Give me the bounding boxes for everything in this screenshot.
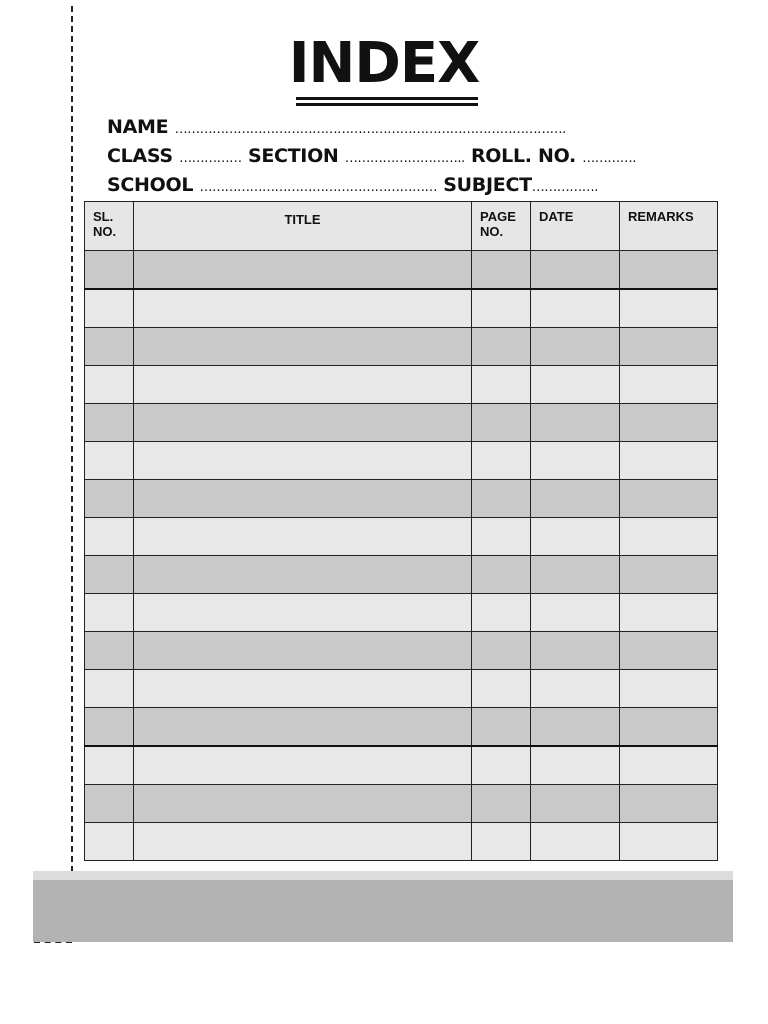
class-label: CLASS — [107, 145, 173, 167]
date-cell[interactable] — [531, 442, 620, 480]
title-cell[interactable] — [134, 556, 472, 594]
page-no-cell[interactable] — [472, 289, 531, 328]
school-label: SCHOOL — [107, 174, 194, 196]
header-title: TITLE — [134, 202, 472, 251]
remarks-cell[interactable] — [620, 518, 718, 556]
title-cell[interactable] — [134, 594, 472, 632]
section-field[interactable]: ……………………….. — [344, 151, 465, 166]
remarks-cell[interactable] — [620, 556, 718, 594]
page-no-cell[interactable] — [472, 594, 531, 632]
sl-no-cell[interactable] — [85, 289, 134, 328]
date-cell[interactable] — [531, 328, 620, 366]
date-cell[interactable] — [531, 785, 620, 823]
title-cell[interactable] — [134, 480, 472, 518]
remarks-cell[interactable] — [620, 251, 718, 290]
remarks-cell[interactable] — [620, 328, 718, 366]
title-underline-second — [296, 103, 478, 106]
sl-no-cell[interactable] — [85, 785, 134, 823]
title-cell[interactable] — [134, 289, 472, 328]
class-line — [107, 145, 636, 167]
subject-field[interactable]: ……………. — [531, 180, 598, 195]
header-sl-no — [85, 202, 134, 251]
date-cell[interactable] — [531, 480, 620, 518]
sl-no-cell[interactable] — [85, 708, 134, 747]
page-no-cell[interactable] — [472, 366, 531, 404]
page-no-cell[interactable] — [472, 632, 531, 670]
date-cell[interactable] — [531, 670, 620, 708]
remarks-cell[interactable] — [620, 632, 718, 670]
header-sl-no-line2: NO. — [93, 224, 117, 239]
table-header-row — [85, 202, 718, 251]
title-underline — [296, 97, 478, 100]
sl-no-cell[interactable] — [85, 670, 134, 708]
title-cell[interactable] — [134, 518, 472, 556]
name-field[interactable]: …………………………………………………………………………………. — [174, 122, 566, 137]
date-cell[interactable] — [531, 289, 620, 328]
sl-no-cell[interactable] — [85, 823, 134, 861]
remarks-cell[interactable] — [620, 823, 718, 861]
header-page-no — [472, 202, 531, 251]
title-cell[interactable] — [134, 366, 472, 404]
title-cell[interactable] — [134, 251, 472, 290]
table-row — [85, 442, 718, 480]
page-no-cell[interactable] — [472, 480, 531, 518]
sl-no-cell[interactable] — [85, 328, 134, 366]
index-table — [84, 201, 718, 861]
table-row — [85, 785, 718, 823]
name-line — [107, 116, 566, 138]
remarks-cell[interactable] — [620, 480, 718, 518]
subject-label: SUBJECT — [443, 174, 532, 196]
table-row — [85, 594, 718, 632]
bottom-band-highlight — [33, 871, 733, 880]
date-cell[interactable] — [531, 366, 620, 404]
sl-no-cell[interactable] — [85, 366, 134, 404]
page-title: INDEX — [288, 31, 480, 96]
header-date: DATE — [531, 202, 620, 251]
roll-no-field[interactable]: …………. — [582, 151, 636, 166]
school-field[interactable]: ………………………………………………… — [199, 180, 437, 195]
remarks-cell[interactable] — [620, 442, 718, 480]
page-no-cell[interactable] — [472, 328, 531, 366]
date-cell[interactable] — [531, 404, 620, 442]
title-cell[interactable] — [134, 708, 472, 747]
table-row — [85, 480, 718, 518]
sl-no-cell[interactable] — [85, 632, 134, 670]
page-no-cell[interactable] — [472, 442, 531, 480]
date-cell[interactable] — [531, 746, 620, 785]
title-cell[interactable] — [134, 442, 472, 480]
table-row — [85, 289, 718, 328]
title-cell[interactable] — [134, 632, 472, 670]
header-page-no-line2: NO. — [480, 224, 504, 239]
table-row — [85, 746, 718, 785]
table-row — [85, 366, 718, 404]
sl-no-cell[interactable] — [85, 251, 134, 290]
header-sl-no-line1: SL. — [93, 209, 114, 224]
school-line — [107, 174, 598, 196]
page-no-cell[interactable] — [472, 556, 531, 594]
date-cell[interactable] — [531, 823, 620, 861]
remarks-cell[interactable] — [620, 289, 718, 328]
page-no-cell[interactable] — [472, 404, 531, 442]
remarks-cell[interactable] — [620, 670, 718, 708]
page-no-cell[interactable] — [472, 251, 531, 290]
sl-no-cell[interactable] — [85, 594, 134, 632]
section-label: SECTION — [247, 145, 339, 167]
bottom-band — [33, 880, 733, 942]
table-row — [85, 328, 718, 366]
title-cell[interactable] — [134, 785, 472, 823]
roll-no-label: ROLL. NO. — [470, 145, 576, 167]
page-no-cell[interactable] — [472, 708, 531, 747]
title-cell[interactable] — [134, 328, 472, 366]
title-cell[interactable] — [134, 670, 472, 708]
sl-no-cell[interactable] — [85, 746, 134, 785]
remarks-cell[interactable] — [620, 404, 718, 442]
index-table-body — [85, 251, 718, 861]
remarks-cell[interactable] — [620, 785, 718, 823]
table-row — [85, 251, 718, 290]
sl-no-cell[interactable] — [85, 518, 134, 556]
remarks-cell[interactable] — [620, 594, 718, 632]
date-cell[interactable] — [531, 594, 620, 632]
name-label: NAME — [107, 116, 169, 138]
page-no-cell[interactable] — [472, 785, 531, 823]
remarks-cell[interactable] — [620, 708, 718, 747]
page-no-cell[interactable] — [472, 518, 531, 556]
table-row — [85, 404, 718, 442]
title-cell[interactable] — [134, 746, 472, 785]
date-cell[interactable] — [531, 251, 620, 290]
header-page-no-line1: PAGE — [480, 209, 516, 224]
table-row — [85, 518, 718, 556]
date-cell[interactable] — [531, 708, 620, 747]
date-cell[interactable] — [531, 518, 620, 556]
remarks-cell[interactable] — [620, 366, 718, 404]
page-no-cell[interactable] — [472, 670, 531, 708]
table-row — [85, 708, 718, 747]
margin-dashed-line — [71, 6, 73, 942]
page-no-cell[interactable] — [472, 823, 531, 861]
remarks-cell[interactable] — [620, 746, 718, 785]
sl-no-cell[interactable] — [85, 480, 134, 518]
sl-no-cell[interactable] — [85, 404, 134, 442]
table-row — [85, 632, 718, 670]
title-cell[interactable] — [134, 823, 472, 861]
date-cell[interactable] — [531, 632, 620, 670]
table-row — [85, 556, 718, 594]
date-cell[interactable] — [531, 556, 620, 594]
title-cell[interactable] — [134, 404, 472, 442]
header-remarks: REMARKS — [620, 202, 718, 251]
page-no-cell[interactable] — [472, 746, 531, 785]
sl-no-cell[interactable] — [85, 556, 134, 594]
table-row — [85, 823, 718, 861]
table-row — [85, 670, 718, 708]
class-field[interactable]: …………… — [179, 151, 242, 166]
sl-no-cell[interactable] — [85, 442, 134, 480]
